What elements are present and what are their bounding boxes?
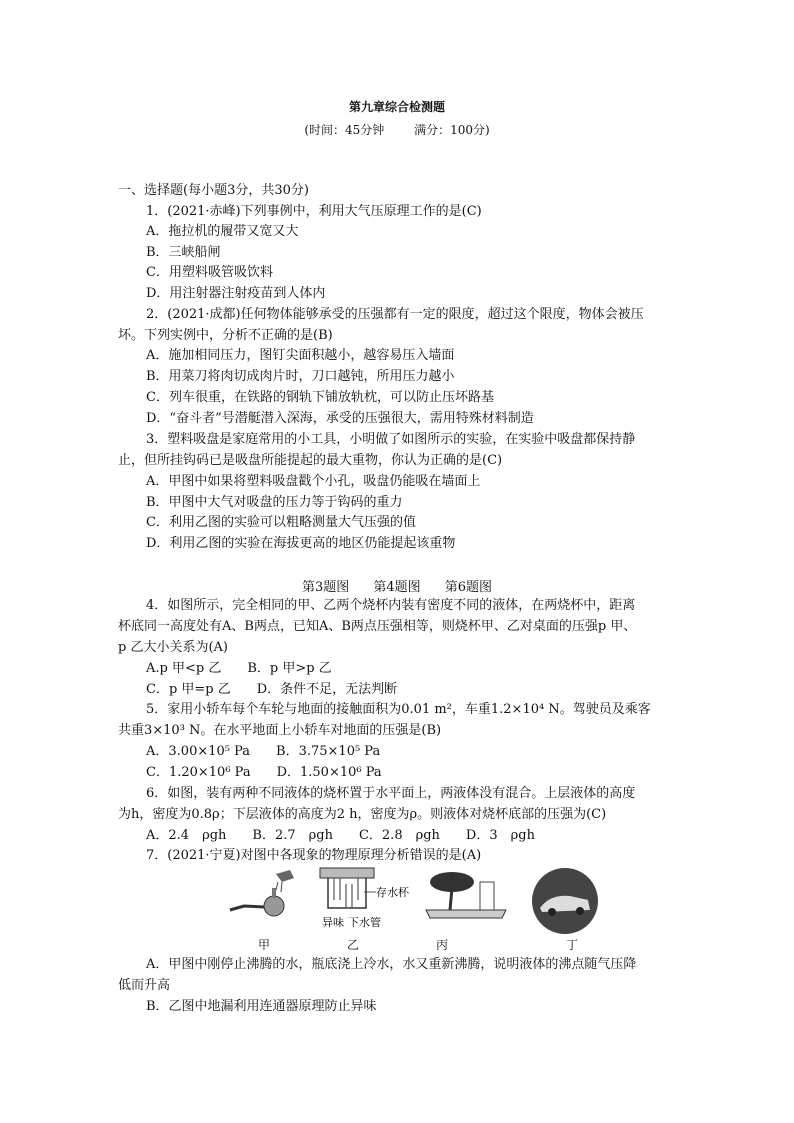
q3-option-b: B．甲图中大气对吸盘的压力等于钩码的重力 [146, 495, 403, 510]
q3-option-a: A．甲图中如果将塑料吸盘戳个小孔，吸盘仍能吸在墙面上 [146, 474, 481, 489]
q4-options-ab: A.p 甲<p 乙 B．p 甲>p 乙 [146, 661, 332, 676]
fig-label-bing: 丙 [436, 938, 449, 952]
holding-hand [230, 906, 264, 910]
drain-channels [334, 878, 358, 908]
fig-label-jia: 甲 [258, 938, 271, 952]
q1-stem: 1．(2021·赤峰)下列事例中，利用大气压原理工作的是(C) [146, 204, 482, 219]
q7-figures [224, 866, 604, 950]
q7-option-a-2: 低而升高 [118, 978, 171, 993]
q4-stem-3: p 乙大小关系为(A) [118, 640, 228, 655]
hand-shape [276, 870, 294, 882]
car-wheel-rear [576, 907, 584, 915]
q5-options-ab: A．3.00×10⁵ Pa B．3.75×10⁵ Pa [146, 744, 381, 759]
smell-label: 异味 [322, 917, 344, 929]
exam-time: (时间：45分钟 [304, 123, 385, 137]
section-heading: 一、选择题(每小题3分，共30分) [118, 183, 309, 198]
car-wheel-front [548, 908, 556, 916]
q1-option-a: A．拖拉机的履带又宽又大 [146, 224, 299, 239]
q2-stem-2: 坏。下列实例中，分析不正确的是(B) [118, 328, 333, 343]
caption-q4: 第4题图 [373, 580, 421, 595]
q3-option-d: D．利用乙图的实验在海拔更高的地区仍能提起该重物 [146, 536, 456, 551]
q4-options-cd: C．p 甲=p 乙 D．条件不足，无法判断 [146, 682, 398, 697]
figure-captions [0, 576, 794, 595]
caption-q6: 第6题图 [444, 580, 493, 595]
q6-stem-2: 为h，密度为0.8ρ；下层液体的高度为2 h，密度为ρ。则液体对烧杯底部的压强为(C) [118, 807, 607, 822]
fig-label-yi: 乙 [347, 938, 360, 952]
q2-stem-1: 2．(2021·成都)任何物体能够承受的压强都有一定的限度，超过这个限度，物体会被压 [146, 307, 644, 322]
q7-stem: 7．(2021·宁夏)对图中各现象的物理原理分析错误的是(A) [146, 848, 482, 863]
q7-option-b: B．乙图中地漏利用连通器原理防止异味 [146, 999, 377, 1014]
fig-label-ding: 丁 [566, 938, 579, 952]
inverted-bottle [480, 882, 494, 910]
exam-score: 满分：100分) [414, 123, 490, 137]
q1-option-c: C．用塑料吸管吸饮料 [146, 265, 273, 280]
q2-option-c: C．列车很重，在铁路的钢轨下铺放轨枕，可以防止压坏路基 [146, 390, 494, 405]
pipe-label: 下水管 [348, 917, 381, 929]
q1-option-d: D．用注射器注射疫苗到人体内 [146, 286, 326, 301]
car-figure [530, 866, 600, 936]
drain-cover [320, 868, 374, 878]
q6-options: A．2.4 ρgh B．2.7 ρgh C．2.8 ρgh D．3 ρgh [146, 828, 535, 843]
page-title: 第九章综合检测题 [348, 100, 445, 114]
flask-neck [272, 888, 276, 898]
q5-stem-2: 共重3×10³ N。在水平地面上小轿车对地面的压强是(B) [118, 723, 442, 738]
q5-stem-1: 5．家用小轿车每个车轮与地面的接触面积为0.01 m²，车重1.2×10⁴ N。驾驶员及乘客 [146, 702, 651, 717]
q2-option-b: B．用菜刀将肉切成肉片时，刀口越钝，所用压力越小 [146, 369, 455, 384]
q5-options-cd: C．1.20×10⁶ Pa D．1.50×10⁶ Pa [146, 765, 382, 780]
tree-trunk [450, 888, 452, 910]
q2-option-a: A．施加相同压力，图钉尖面积越小，越容易压入墙面 [146, 348, 455, 363]
q3-option-c: C．利用乙图的实验可以粗略测量大气压强的值 [146, 515, 416, 530]
q3-stem-1: 3．塑料吸盘是家庭常用的小工具，小明做了如图所示的实验，在实验中吸盘都保持静 [146, 432, 636, 447]
q4-stem-2: 杯底同一高度处有A、B两点，已知A、B两点压强相等，则烧杯甲、乙对桌面的压强p 甲、 [118, 619, 637, 634]
caption-q3: 第3题图 [301, 580, 350, 595]
q3-stem-2: 止，但所挂钩码已是吸盘所能提起的最大重物，你认为正确的是(C) [118, 453, 503, 468]
q1-option-b: B．三峡船闸 [146, 245, 221, 260]
q7-option-a-1: A．甲图中刚停止沸腾的水，瓶底浇上冷水，水又重新沸腾，说明液体的沸点随气压降 [146, 957, 637, 972]
q2-option-d: D．“奋斗者”号潜艇潜入深海，承受的压强很大，需用特殊材料制造 [146, 411, 534, 426]
flask-icon [264, 896, 284, 916]
water-stream [276, 882, 282, 892]
bonsai-figure [424, 866, 508, 936]
floor-drain-figure [318, 866, 418, 936]
cup-label: 存水杯 [376, 887, 409, 899]
flask-figure [224, 866, 304, 936]
q6-stem-1: 6．如图，装有两种不同液体的烧杯置于水平面上，两液体没有混合。上层液体的高度 [146, 786, 636, 801]
q4-stem-1: 4．如图所示，完全相同的甲、乙两个烧杯内装有密度不同的液体，在两烧杯中，距离 [146, 598, 636, 613]
exam-info [0, 121, 794, 138]
planter-tray [426, 910, 506, 918]
